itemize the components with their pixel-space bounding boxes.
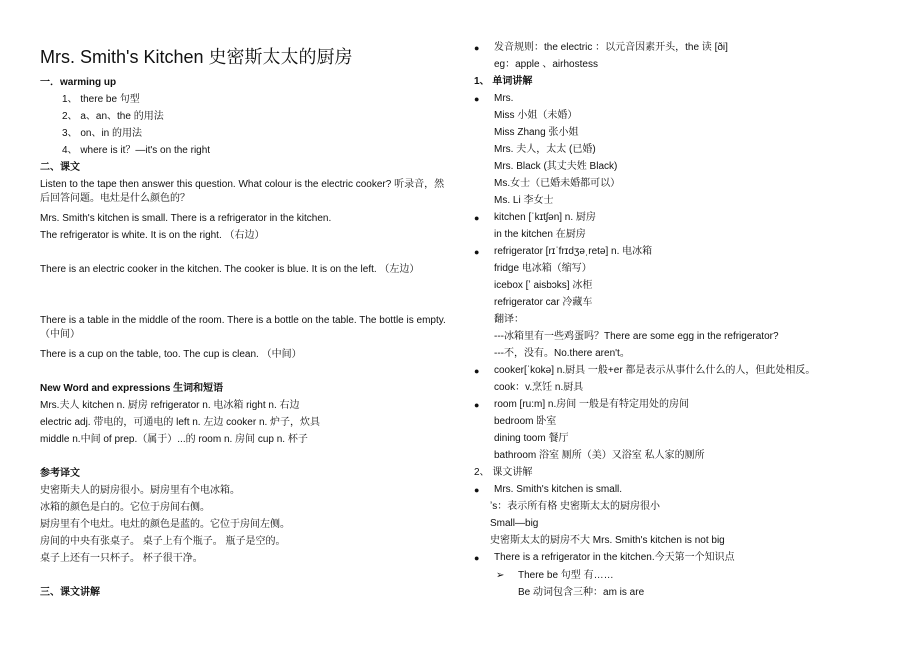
passage-sentence: The refrigerator is white. It is on the right. （右边）: [40, 230, 265, 241]
word-entry-line: cook：v.烹饪 n.厨具: [494, 382, 584, 393]
word-entry-line: ---不，没有。No.there aren't。: [494, 348, 630, 359]
translation-line: 史密斯夫人的厨房很小。厨房里有个电冰箱。: [40, 485, 240, 496]
word-entry-head: cooker[ˈkokə] n.厨具 一般+er 都是表示从事什么什么的人，但此处相反。: [494, 365, 816, 376]
warming-up-heading: 一．warming up: [40, 77, 117, 88]
vocab-row: middle n.中间 of prep.（属于）...的 room n. 房间 cup n. 杯子: [40, 434, 308, 445]
warming-up-item: 1、 there be 句型: [62, 94, 140, 105]
bullet-icon: ●: [474, 213, 480, 223]
bullet-icon: ●: [474, 485, 480, 495]
page-title: Mrs. Smith's Kitchen 史密斯太太的厨房: [40, 47, 353, 67]
word-entry-line: dining toom 餐厅: [494, 433, 569, 444]
sentence-entry-line: 史密斯太太的厨房不大 Mrs. Smith's kitchen is not big: [490, 535, 725, 546]
passage-sentence: There is an electric cooker in the kitchen. The cooker is blue. It is on the left. （左边）: [40, 264, 420, 275]
vocab-row: electric adj. 带电的，可通电的 left n. 左边 cooker n. 炉子，炊具: [40, 417, 321, 428]
sentence-entry-line: Small—big: [490, 518, 539, 529]
vocab-explain-heading: 1、 单词讲解: [474, 76, 533, 87]
pronunciation-example: eg：apple 、airhostess: [494, 59, 598, 70]
word-entry-line: Mrs. Black (其丈夫姓 Black): [494, 161, 618, 172]
new-words-heading: New Word and expressions 生词和短语: [40, 383, 224, 394]
word-entry-head: kitchen [ˈkɪtʃən] n. 厨房: [494, 212, 596, 223]
word-entry-head: room [ru:m] n.房间 一般是有特定用处的房间: [494, 399, 690, 410]
warming-up-item: 3、 on、in 的用法: [62, 128, 143, 139]
vocab-row: Mrs.夫人 kitchen n. 厨房 refrigerator n. 电冰箱 right n. 右边: [40, 400, 300, 411]
word-entry-line: Ms. Li 李女士: [494, 195, 554, 206]
sub-entry-head: There be 句型 有……: [518, 570, 614, 581]
passage-sentence: There is a cup on the table, too. The cup is clean. （中间）: [40, 349, 302, 360]
translation-line: 厨房里有个电灶。电灶的颜色是蓝的。它位于房间左侧。: [40, 519, 290, 530]
word-entry-line: bedroom 卧室: [494, 416, 557, 427]
explain-heading: 三、课文讲解: [40, 587, 100, 598]
arrow-bullet-icon: ➢: [496, 570, 505, 581]
warming-up-item: 2、 a、an、the 的用法: [62, 111, 164, 122]
passage-sentence: There is a table in the middle of the room. There is a bottle on the table. The bottle is empty. （中间）: [40, 315, 446, 340]
word-entry-line: refrigerator car 冷藏车: [494, 297, 593, 308]
word-entry-line: Ms.女士（已婚未婚都可以）: [494, 178, 621, 189]
pronunciation-rule: 发音规则：the electric ：以元音因素开头，the 读 [ði]: [494, 42, 728, 53]
passage-sentence: Mrs. Smith's kitchen is small. There is a refrigerator in the kitchen.: [40, 213, 332, 224]
bullet-icon: ●: [474, 94, 480, 104]
word-entry-line: ---冰箱里有一些鸡蛋吗？There are some egg in the refrigerator?: [494, 331, 779, 342]
word-entry-line: Mrs. 夫人，太太 (已婚): [494, 144, 596, 155]
bullet-icon: ●: [474, 553, 480, 563]
sentence-entry-head: There is a refrigerator in the kitchen.今天第一个知识点: [494, 552, 735, 563]
word-entry-line: Miss 小姐（未婚）: [494, 110, 578, 121]
text-explain-heading: 2、 课文讲解: [474, 467, 533, 478]
word-entry-head: refrigerator [rɪˈfrɪdʒəˌretə] n. 电冰箱: [494, 246, 653, 257]
word-entry-line: 翻译：: [494, 314, 524, 325]
sentence-entry-line: ʼs：表示所有格 史密斯太太的厨房很小: [490, 501, 660, 512]
bullet-icon: ●: [474, 366, 480, 376]
text-heading: 二、课文: [40, 162, 80, 173]
bullet-icon: ●: [474, 43, 480, 53]
word-entry-line: Miss Zhang 张小姐: [494, 127, 579, 138]
word-entry-line: fridge 电冰箱（缩写）: [494, 263, 592, 274]
word-entry-head: Mrs.: [494, 93, 514, 104]
bullet-icon: ●: [474, 247, 480, 257]
sentence-entry-head: Mrs. Smith's kitchen is small.: [494, 484, 623, 495]
warming-up-item: 4、 where is it？—it's on the right: [62, 145, 211, 156]
translation-line: 桌子上还有一只杯子。 杯子很干净。: [40, 553, 203, 564]
translation-line: 房间的中央有张桌子。 桌子上有个瓶子。 瓶子是空的。: [40, 536, 286, 547]
word-entry-line: in the kitchen 在厨房: [494, 229, 586, 240]
translation-heading: 参考译文: [40, 468, 80, 479]
word-entry-line: bathroom 浴室 厕所（美）又浴室 私人家的厕所: [494, 450, 705, 461]
word-entry-line: icebox [ʼ aisbɔks] 冰柜: [494, 280, 593, 291]
bullet-icon: ●: [474, 400, 480, 410]
translation-line: 冰箱的颜色是白的。它位于房间右侧。: [40, 502, 210, 513]
question-text: Listen to the tape then answer this question. What colour is the electric cooker? 听录音，然后回答问题。电灶是什么颜色的？: [40, 179, 445, 204]
sub-entry-line: Be 动词包含三种：am is are: [518, 587, 645, 598]
